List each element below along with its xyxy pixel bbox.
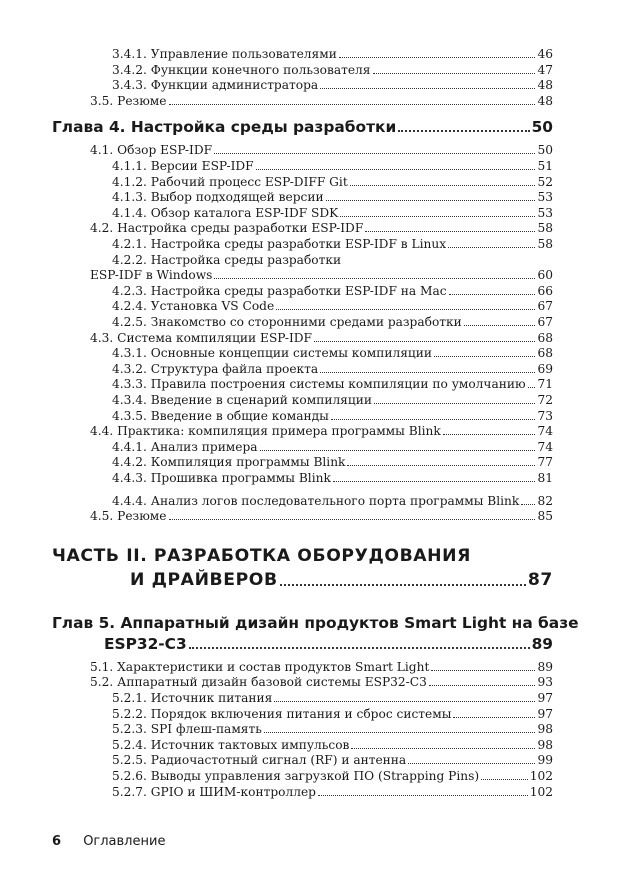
toc-entry-title: 4.4. Практика: компиляция примера программы Blink bbox=[90, 424, 441, 439]
toc-entry-title: И ДРАЙВЕРОВ bbox=[130, 569, 278, 590]
toc-page-number: 71 bbox=[537, 377, 553, 392]
toc-entry-title: ESP-IDF в Windows bbox=[90, 268, 213, 283]
toc-entry-title: 5.2.2. Порядок включения питания и сброс системы bbox=[112, 706, 452, 721]
toc-entry bbox=[112, 205, 553, 221]
toc-page-number: 87 bbox=[527, 569, 553, 590]
toc-page-number: 98 bbox=[537, 737, 553, 752]
toc-entry-title: 4.2.5. Знакомство со сторонними средами разработки bbox=[112, 315, 462, 329]
toc-entry bbox=[90, 423, 553, 439]
toc-entry bbox=[112, 706, 553, 722]
toc-leader-dots bbox=[443, 434, 536, 435]
toc-leader-dots bbox=[521, 504, 535, 505]
page-number: 6 bbox=[52, 834, 62, 849]
toc-entry bbox=[112, 345, 553, 361]
toc-leader-dots bbox=[429, 685, 536, 686]
toc-leader-dots bbox=[408, 763, 535, 764]
toc-leader-dots bbox=[347, 465, 535, 466]
toc-leader-dots bbox=[276, 309, 535, 310]
toc-leader-dots bbox=[339, 57, 536, 58]
toc-page-number: 68 bbox=[537, 330, 553, 345]
toc-page-number: 48 bbox=[537, 93, 553, 108]
toc-leader-dots bbox=[434, 356, 535, 357]
toc-page-number: 97 bbox=[537, 706, 553, 721]
toc-page-number: 82 bbox=[537, 493, 553, 508]
toc-entry bbox=[90, 93, 553, 109]
toc-entry bbox=[112, 376, 553, 392]
toc-entry-title: 5.2.5. Радиочастотный сигнал (RF) и антенна bbox=[112, 753, 407, 768]
toc-page-number: 102 bbox=[529, 784, 553, 799]
toc-entry bbox=[90, 330, 553, 346]
toc-entry bbox=[112, 158, 553, 174]
toc-entry bbox=[112, 314, 553, 330]
toc-page-number: 72 bbox=[537, 393, 553, 407]
toc-entry-title: 4.4.2. Компиляция программы Blink bbox=[112, 455, 346, 470]
toc-entry bbox=[112, 361, 553, 377]
toc-entry bbox=[112, 189, 553, 205]
toc-entry-title: 5.2. Аппаратный дизайн базовой системы ESP32-C3 bbox=[90, 675, 427, 690]
toc-entry bbox=[130, 568, 553, 592]
toc-leader-dots bbox=[256, 169, 536, 170]
toc-page-number: 67 bbox=[537, 315, 553, 329]
toc-entry bbox=[112, 454, 553, 470]
toc-entry bbox=[112, 77, 553, 93]
toc-entry bbox=[112, 408, 553, 424]
toc-leader-dots bbox=[398, 130, 529, 132]
toc-entry bbox=[112, 236, 553, 252]
toc-entry-title: 4.5. Резюме bbox=[90, 509, 167, 524]
toc-entry-title: 3.4.3. Функции администратора bbox=[112, 78, 319, 93]
toc-entry bbox=[90, 508, 553, 524]
toc-entry bbox=[112, 493, 553, 509]
toc-leader-dots bbox=[528, 387, 536, 388]
toc-leader-dots bbox=[318, 795, 528, 796]
toc-page-number: 99 bbox=[537, 753, 553, 768]
toc-leader-dots bbox=[260, 450, 536, 451]
toc-leader-dots bbox=[169, 104, 536, 105]
toc-entry bbox=[112, 174, 553, 190]
toc-entry bbox=[112, 721, 553, 737]
page-footer bbox=[52, 834, 165, 849]
toc-leader-dots bbox=[448, 247, 535, 248]
toc-entry-title: 4.1.1. Версии ESP-IDF bbox=[112, 159, 254, 173]
toc-page-number: 60 bbox=[537, 268, 553, 283]
toc-entry bbox=[90, 659, 553, 675]
toc-page-number: 51 bbox=[537, 159, 553, 173]
toc-page-number: 74 bbox=[537, 439, 553, 454]
toc-entry-title: 4.4.1. Анализ примера bbox=[112, 439, 258, 454]
toc-leader-dots bbox=[365, 231, 535, 232]
toc-entry-title: 5.2.7. GPIO и ШИМ-контроллер bbox=[112, 784, 316, 799]
toc-leader-dots bbox=[214, 153, 535, 154]
toc-page-number: 53 bbox=[537, 190, 553, 205]
toc-entry-title: 4.1.4. Обзор каталога ESP-IDF SDK bbox=[112, 205, 339, 220]
toc-page-number: 85 bbox=[537, 509, 553, 524]
toc-entry-title: 4.3.1. Основные концепции системы компиляции bbox=[112, 346, 432, 361]
toc-entry-title: 4.1. Обзор ESP-IDF bbox=[90, 143, 213, 158]
toc-page-number: 81 bbox=[537, 471, 553, 485]
toc-entry bbox=[90, 674, 553, 690]
toc-page-number: 97 bbox=[537, 691, 553, 705]
toc-entry-title: 4.4.4. Анализ логов последовательного порта программы Blink bbox=[112, 493, 520, 508]
toc-page-number: 68 bbox=[537, 346, 553, 361]
toc-entry-title: 4.3.4. Введение в сценарий компиляции bbox=[112, 393, 372, 407]
toc-page-number: 50 bbox=[537, 143, 553, 158]
toc-entry bbox=[112, 439, 553, 455]
toc-entry-title: 5.1. Характеристики и состав продуктов Smart Light bbox=[90, 659, 430, 674]
toc-leader-dots bbox=[351, 748, 535, 749]
toc-leader-dots bbox=[280, 584, 526, 586]
toc-entry-title: 4.3.3. Правила построения системы компиляции по умолчанию bbox=[112, 377, 526, 392]
toc-entry bbox=[112, 737, 553, 753]
toc-entry-title: 4.3.5. Введение в общие команды bbox=[112, 408, 329, 423]
toc-entry-title: 4.2. Настройка среды разработки ESP-IDF bbox=[90, 221, 364, 236]
toc-entry-title: 3.5. Резюме bbox=[90, 93, 167, 108]
toc-page-number: 52 bbox=[537, 174, 553, 189]
toc-page-number: 53 bbox=[537, 205, 553, 220]
toc-leader-dots bbox=[340, 216, 535, 217]
toc-leader-dots bbox=[449, 294, 536, 295]
toc-leader-dots bbox=[169, 519, 536, 520]
toc-entry bbox=[90, 220, 553, 236]
toc-entry bbox=[112, 470, 553, 486]
toc-leader-dots bbox=[374, 403, 536, 404]
toc-page-number: 89 bbox=[537, 659, 553, 674]
toc-leader-dots bbox=[274, 701, 535, 702]
toc-entry-title: 4.3.2. Структура файла проекта bbox=[112, 361, 319, 376]
toc-entry-title: 4.2.4. Установка VS Code bbox=[112, 299, 275, 314]
toc-leader-dots bbox=[453, 717, 535, 718]
toc-page-number: 89 bbox=[531, 634, 553, 653]
toc-entry-title: 5.2.1. Источник питания bbox=[112, 691, 273, 705]
toc-page-number: 93 bbox=[537, 675, 553, 690]
toc-entry-title: 4.2.2. Настройка среды разработки bbox=[112, 252, 342, 267]
toc-leader-dots bbox=[264, 732, 536, 733]
toc-page-number: 98 bbox=[537, 722, 553, 737]
part-title: ЧАСТЬ II. РАЗРАБОТКА ОБОРУДОВАНИЯ bbox=[52, 545, 471, 566]
toc-page-number: 69 bbox=[537, 361, 553, 376]
toc-leader-dots bbox=[431, 670, 535, 671]
toc-page-number: 67 bbox=[537, 299, 553, 314]
toc-entry bbox=[52, 116, 553, 138]
toc-entry-title: Глава 4. Настройка среды разработки bbox=[52, 118, 397, 137]
toc-entry bbox=[112, 298, 553, 314]
toc-entry bbox=[112, 752, 553, 768]
toc-entry-title: 5.2.6. Выводы управления загрузкой ПО (Strapping Pins) bbox=[112, 769, 480, 783]
toc-page-number: 58 bbox=[537, 221, 553, 236]
toc-entry-title: 5.2.3. SPI флеш-память bbox=[112, 722, 262, 737]
toc-leader-dots bbox=[481, 779, 528, 780]
running-header: Оглавление bbox=[83, 834, 166, 849]
toc-entry bbox=[90, 142, 553, 158]
toc-entry bbox=[112, 690, 553, 706]
toc-page-number: 73 bbox=[537, 408, 553, 423]
toc-leader-dots bbox=[314, 341, 535, 342]
toc-page-number: 46 bbox=[537, 47, 553, 61]
toc-page-number: 58 bbox=[537, 237, 553, 251]
toc-leader-dots bbox=[320, 372, 535, 373]
toc-leader-dots bbox=[331, 419, 536, 420]
toc-page-number: 66 bbox=[537, 283, 553, 298]
toc-entry-title: 3.4.1. Управление пользователями bbox=[112, 47, 337, 61]
toc-entry-title: 4.1.3. Выбор подходящей версии bbox=[112, 190, 324, 205]
toc-entry-title: 3.4.2. Функции конечного пользователя bbox=[112, 62, 371, 77]
toc-page-number: 74 bbox=[537, 424, 553, 439]
toc-entry-title: 4.1.2. Рабочий процесс ESP-DIFF Git bbox=[112, 174, 348, 189]
toc-leader-dots bbox=[320, 88, 535, 89]
toc-entry bbox=[112, 392, 553, 408]
toc-entry bbox=[104, 633, 553, 655]
toc-page-number: 102 bbox=[529, 769, 553, 783]
toc-leader-dots bbox=[333, 481, 536, 482]
toc-leader-dots bbox=[350, 185, 536, 186]
toc-page-number: 77 bbox=[537, 455, 553, 470]
toc-entry bbox=[90, 267, 553, 283]
toc-entry-title: 4.3. Система компиляции ESP-IDF bbox=[90, 330, 312, 345]
toc-entry-title: 4.4.3. Прошивка программы Blink bbox=[112, 471, 331, 485]
chapter-title: Глав 5. Аппаратный дизайн продуктов Smart Light на базе bbox=[52, 613, 579, 632]
toc-leader-dots bbox=[326, 200, 536, 201]
toc-page-number: 50 bbox=[531, 118, 553, 137]
toc-entry-title: 4.2.1. Настройка среды разработки ESP-IDF в Linux bbox=[112, 237, 447, 251]
toc-entry bbox=[112, 46, 553, 62]
toc-leader-dots bbox=[464, 325, 536, 326]
toc-entry bbox=[112, 784, 553, 800]
toc-leader-dots bbox=[214, 278, 535, 279]
toc-entry-title: 4.2.3. Настройка среды разработки ESP-IDF на Mac bbox=[112, 283, 447, 298]
toc-entry bbox=[112, 62, 553, 78]
toc-page-number: 47 bbox=[537, 62, 553, 77]
toc-entry bbox=[112, 283, 553, 299]
toc-leader-dots bbox=[373, 73, 536, 74]
toc-page-number: 48 bbox=[537, 78, 553, 93]
toc-leader-dots bbox=[189, 647, 530, 649]
toc-entry-title: ESP32-C3 bbox=[104, 634, 187, 653]
toc-entry-title: 5.2.4. Источник тактовых импульсов bbox=[112, 737, 350, 752]
toc-entry bbox=[112, 768, 553, 784]
